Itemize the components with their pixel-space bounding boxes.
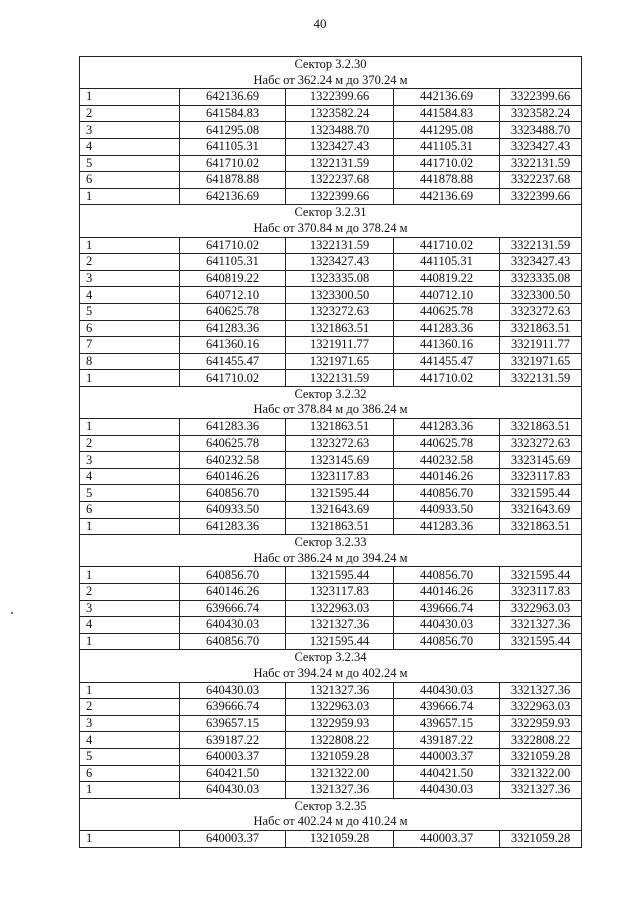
point-number-cell: 2	[80, 105, 180, 122]
coordinate-cell: 3323272.63	[500, 435, 582, 452]
coordinate-cell: 1323117.83	[286, 584, 394, 601]
sector-title: Сектор 3.2.30	[294, 57, 367, 71]
coordinate-cell: 1321595.44	[286, 633, 394, 650]
sector-header-row	[80, 535, 582, 567]
coordinate-cell: 1323427.43	[286, 138, 394, 155]
table-row	[80, 155, 582, 172]
table-row	[80, 303, 582, 320]
coordinate-cell: 3321595.44	[500, 485, 582, 502]
sector-title: Сектор 3.2.35	[294, 798, 367, 813]
sector-title: Сектор 3.2.34	[294, 650, 367, 665]
point-number-cell: 1	[80, 370, 180, 387]
coordinate-cell: 641283.36	[180, 518, 286, 535]
coordinate-cell: 3322399.66	[500, 188, 582, 205]
coordinate-cell: 1321595.44	[286, 567, 394, 584]
point-number-cell: 1	[80, 518, 180, 535]
coordinate-cell: 3322959.93	[500, 715, 582, 732]
table-row	[80, 122, 582, 139]
table-row	[80, 254, 582, 271]
coordinate-cell: 639666.74	[180, 600, 286, 617]
coordinate-cell: 441105.31	[394, 254, 500, 271]
point-number-cell: 5	[80, 485, 180, 502]
coordinate-cell: 440856.70	[394, 633, 500, 650]
sector-header-row	[80, 205, 582, 237]
coordinate-cell: 1321327.36	[286, 782, 394, 799]
sector-height-range: Набс от 386.24 м до 394.24 м	[253, 550, 408, 565]
coordinate-cell: 3321863.51	[500, 518, 582, 535]
coordinate-cell: 440933.50	[394, 502, 500, 519]
coordinate-cell: 1322131.59	[286, 237, 394, 254]
table-row	[80, 485, 582, 502]
point-number-cell: 3	[80, 715, 180, 732]
point-number-cell: 6	[80, 320, 180, 337]
coordinate-cell: 642136.69	[180, 188, 286, 205]
table-row	[80, 237, 582, 254]
coordinate-cell: 440819.22	[394, 270, 500, 287]
coordinate-cell: 440146.26	[394, 468, 500, 485]
coordinate-cell: 440430.03	[394, 782, 500, 799]
sector-height-range: Набс от 378.84 м до 386.24 м	[253, 402, 408, 417]
coordinate-cell: 640232.58	[180, 452, 286, 469]
page-number: 40	[313, 16, 327, 31]
coordinate-cell: 3323145.69	[500, 452, 582, 469]
coordinate-cell: 442136.69	[394, 89, 500, 106]
coordinate-cell: 1323488.70	[286, 122, 394, 139]
coordinate-cell: 440430.03	[394, 617, 500, 634]
coordinate-cell: 440856.70	[394, 567, 500, 584]
table-row	[80, 584, 582, 601]
point-number-cell: 5	[80, 155, 180, 172]
coordinate-cell: 640856.70	[180, 485, 286, 502]
coordinate-cell: 1321643.69	[286, 502, 394, 519]
point-number-cell: 2	[80, 435, 180, 452]
coordinate-cell: 3321863.51	[500, 419, 582, 436]
table-row	[80, 452, 582, 469]
coordinate-cell: 641105.31	[180, 138, 286, 155]
coordinate-cell: 641283.36	[180, 320, 286, 337]
table-row	[80, 748, 582, 765]
coordinate-cell: 1322131.59	[286, 155, 394, 172]
coordinate-cell: 3321322.00	[500, 765, 582, 782]
table-row	[80, 320, 582, 337]
coordinate-cell: 640712.10	[180, 287, 286, 304]
coordinate-cell: 3323272.63	[500, 303, 582, 320]
coordinate-cell: 1321059.28	[286, 830, 394, 847]
point-number-cell: 8	[80, 353, 180, 370]
coordinate-cell: 639657.15	[180, 715, 286, 732]
point-number-cell: 3	[80, 270, 180, 287]
coordinate-cell: 1323272.63	[286, 435, 394, 452]
coordinate-cell: 441283.36	[394, 320, 500, 337]
coordinate-cell: 3321643.69	[500, 502, 582, 519]
point-number-cell: 3	[80, 122, 180, 139]
coordinate-cell: 441105.31	[394, 138, 500, 155]
coordinate-cell: 442136.69	[394, 188, 500, 205]
table-row	[80, 287, 582, 304]
sector-header	[80, 57, 582, 89]
table-row	[80, 715, 582, 732]
coordinate-cell: 641710.02	[180, 237, 286, 254]
coordinate-cell: 3321327.36	[500, 782, 582, 799]
sector-height-range: Набс от 370.84 м до 378.24 м	[253, 220, 408, 235]
table-row	[80, 172, 582, 189]
coordinate-cell: 641878.88	[180, 172, 286, 189]
table-row	[80, 782, 582, 799]
coordinate-cell: 1323272.63	[286, 303, 394, 320]
coordinate-cell: 440146.26	[394, 584, 500, 601]
table-row	[80, 682, 582, 699]
coordinate-cell: 640933.50	[180, 502, 286, 519]
coordinate-cell: 641105.31	[180, 254, 286, 271]
coordinates-table	[79, 56, 582, 848]
coordinate-cell: 641710.02	[180, 370, 286, 387]
coordinate-cell: 440430.03	[394, 682, 500, 699]
sector-header	[80, 205, 582, 237]
coordinate-cell: 3323117.83	[500, 468, 582, 485]
coordinate-cell: 640625.78	[180, 435, 286, 452]
point-number-cell: 5	[80, 748, 180, 765]
coordinate-cell: 1322959.93	[286, 715, 394, 732]
coordinate-cell: 1322399.66	[286, 89, 394, 106]
coordinate-cell: 3322131.59	[500, 237, 582, 254]
point-number-cell: 1	[80, 188, 180, 205]
point-number-cell: 1	[80, 830, 180, 847]
coordinate-cell: 1321595.44	[286, 485, 394, 502]
coordinate-cell: 441283.36	[394, 419, 500, 436]
coordinate-cell: 439666.74	[394, 699, 500, 716]
coordinate-cell: 441710.02	[394, 370, 500, 387]
sector-title: Сектор 3.2.31	[294, 205, 367, 220]
coordinate-cell: 1321911.77	[286, 337, 394, 354]
point-number-cell: 1	[80, 419, 180, 436]
coordinate-cell: 1322963.03	[286, 699, 394, 716]
point-number-cell: 2	[80, 584, 180, 601]
coordinate-cell: 3321327.36	[500, 682, 582, 699]
coordinate-cell: 1322399.66	[286, 188, 394, 205]
coordinate-cell: 439657.15	[394, 715, 500, 732]
sector-header-row	[80, 798, 582, 830]
point-number-cell: 1	[80, 237, 180, 254]
point-number-cell: 4	[80, 617, 180, 634]
coordinate-cell: 441710.02	[394, 237, 500, 254]
coordinate-cell: 3323300.50	[500, 287, 582, 304]
table-row	[80, 353, 582, 370]
table-row	[80, 633, 582, 650]
coordinate-cell: 1321059.28	[286, 748, 394, 765]
coordinates-table-container	[79, 56, 582, 848]
point-number-cell: 6	[80, 502, 180, 519]
coordinate-cell: 3323335.08	[500, 270, 582, 287]
point-number-cell: 3	[80, 452, 180, 469]
coordinate-cell: 641283.36	[180, 419, 286, 436]
table-row	[80, 337, 582, 354]
coordinate-cell: 641584.83	[180, 105, 286, 122]
coordinate-cell: 3321327.36	[500, 617, 582, 634]
coordinate-cell: 1321971.65	[286, 353, 394, 370]
coordinate-cell: 3322808.22	[500, 732, 582, 749]
coordinate-cell: 440003.37	[394, 830, 500, 847]
coordinate-cell: 1321322.00	[286, 765, 394, 782]
sector-title: Сектор 3.2.32	[294, 386, 367, 401]
point-number-cell: 6	[80, 765, 180, 782]
coordinate-cell: 640819.22	[180, 270, 286, 287]
point-number-cell: 1	[80, 633, 180, 650]
coordinate-cell: 3323427.43	[500, 138, 582, 155]
coordinate-cell: 641710.02	[180, 155, 286, 172]
table-row	[80, 435, 582, 452]
point-number-cell: 4	[80, 287, 180, 304]
coordinate-cell: 3321971.65	[500, 353, 582, 370]
coordinate-cell: 640625.78	[180, 303, 286, 320]
sector-header-row	[80, 386, 582, 418]
coordinate-cell: 440712.10	[394, 287, 500, 304]
point-number-cell: 1	[80, 682, 180, 699]
coordinate-cell: 3321911.77	[500, 337, 582, 354]
coordinate-cell: 640421.50	[180, 765, 286, 782]
coordinate-cell: 640856.70	[180, 633, 286, 650]
coordinate-cell: 440421.50	[394, 765, 500, 782]
coordinate-cell: 639666.74	[180, 699, 286, 716]
coordinate-cell: 3323488.70	[500, 122, 582, 139]
coordinate-cell: 640430.03	[180, 682, 286, 699]
coordinate-cell: 1321327.36	[286, 617, 394, 634]
coordinates-table-body	[80, 57, 582, 848]
coordinate-cell: 441295.08	[394, 122, 500, 139]
table-row	[80, 567, 582, 584]
coordinate-cell: 439187.22	[394, 732, 500, 749]
coordinate-cell: 1323582.24	[286, 105, 394, 122]
sector-header	[80, 798, 582, 830]
coordinate-cell: 3322131.59	[500, 370, 582, 387]
table-row	[80, 699, 582, 716]
coordinate-cell: 440856.70	[394, 485, 500, 502]
coordinate-cell: 440003.37	[394, 748, 500, 765]
coordinate-cell: 3321595.44	[500, 567, 582, 584]
coordinate-cell: 3322131.59	[500, 155, 582, 172]
table-row	[80, 89, 582, 106]
table-row	[80, 765, 582, 782]
coordinate-cell: 441455.47	[394, 353, 500, 370]
coordinate-cell: 1323427.43	[286, 254, 394, 271]
coordinate-cell: 3322963.03	[500, 699, 582, 716]
table-row	[80, 502, 582, 519]
point-number-cell: 5	[80, 303, 180, 320]
coordinate-cell: 640146.26	[180, 468, 286, 485]
coordinate-cell: 642136.69	[180, 89, 286, 106]
coordinate-cell: 3321059.28	[500, 748, 582, 765]
coordinate-cell: 1322237.68	[286, 172, 394, 189]
table-row	[80, 617, 582, 634]
sector-title: Сектор 3.2.33	[294, 535, 367, 550]
coordinate-cell: 3322399.66	[500, 89, 582, 106]
table-row	[80, 270, 582, 287]
table-row	[80, 138, 582, 155]
table-row	[80, 468, 582, 485]
point-number-cell: 4	[80, 468, 180, 485]
coordinate-cell: 640146.26	[180, 584, 286, 601]
coordinate-cell: 440625.78	[394, 303, 500, 320]
coordinate-cell: 3321059.28	[500, 830, 582, 847]
point-number-cell: 7	[80, 337, 180, 354]
point-number-cell: 1	[80, 782, 180, 799]
coordinate-cell: 3321863.51	[500, 320, 582, 337]
point-number-cell: 4	[80, 138, 180, 155]
sector-height-range: Набс от 362.24 м до 370.24 м	[253, 72, 408, 87]
point-number-cell: 6	[80, 172, 180, 189]
coordinate-cell: 441283.36	[394, 518, 500, 535]
point-number-cell: 2	[80, 254, 180, 271]
sector-header	[80, 535, 582, 567]
coordinate-cell: 3323117.83	[500, 584, 582, 601]
table-row	[80, 732, 582, 749]
coordinate-cell: 3323427.43	[500, 254, 582, 271]
coordinate-cell: 441584.83	[394, 105, 500, 122]
table-row	[80, 419, 582, 436]
coordinate-cell: 3322963.03	[500, 600, 582, 617]
coordinate-cell: 3322237.68	[500, 172, 582, 189]
point-number-cell: 2	[80, 699, 180, 716]
coordinate-cell: 1323335.08	[286, 270, 394, 287]
coordinate-cell: 439666.74	[394, 600, 500, 617]
coordinate-cell: 641455.47	[180, 353, 286, 370]
coordinate-cell: 640430.03	[180, 782, 286, 799]
coordinate-cell: 1321327.36	[286, 682, 394, 699]
point-number-cell: 1	[80, 89, 180, 106]
coordinate-cell: 441710.02	[394, 155, 500, 172]
coordinate-cell: 441360.16	[394, 337, 500, 354]
table-row	[80, 370, 582, 387]
coordinate-cell: 1323117.83	[286, 468, 394, 485]
coordinate-cell: 639187.22	[180, 732, 286, 749]
stray-mark	[11, 612, 13, 614]
coordinate-cell: 641295.08	[180, 122, 286, 139]
coordinate-cell: 1321863.51	[286, 419, 394, 436]
coordinate-cell: 1322963.03	[286, 600, 394, 617]
coordinate-cell: 640003.37	[180, 748, 286, 765]
sector-header-row	[80, 650, 582, 682]
coordinate-cell: 1321863.51	[286, 320, 394, 337]
sector-header	[80, 386, 582, 418]
point-number-cell: 3	[80, 600, 180, 617]
coordinate-cell: 3321595.44	[500, 633, 582, 650]
point-number-cell: 4	[80, 732, 180, 749]
table-row	[80, 830, 582, 847]
sector-header-row	[80, 57, 582, 89]
coordinate-cell: 3323582.24	[500, 105, 582, 122]
point-number-cell: 1	[80, 567, 180, 584]
coordinate-cell: 1322131.59	[286, 370, 394, 387]
coordinate-cell: 1323145.69	[286, 452, 394, 469]
coordinate-cell: 440625.78	[394, 435, 500, 452]
coordinate-cell: 640003.37	[180, 830, 286, 847]
coordinate-cell: 640430.03	[180, 617, 286, 634]
table-row	[80, 188, 582, 205]
coordinate-cell: 1322808.22	[286, 732, 394, 749]
table-row	[80, 518, 582, 535]
coordinate-cell: 441878.88	[394, 172, 500, 189]
coordinate-cell: 1321863.51	[286, 518, 394, 535]
coordinate-cell: 1323300.50	[286, 287, 394, 304]
coordinate-cell: 640856.70	[180, 567, 286, 584]
coordinate-cell: 440232.58	[394, 452, 500, 469]
coordinate-cell: 641360.16	[180, 337, 286, 354]
sector-height-range: Набс от 402.24 м до 410.24 м	[253, 814, 408, 829]
sector-header	[80, 650, 582, 682]
table-row	[80, 105, 582, 122]
sector-height-range: Набс от 394.24 м до 402.24 м	[253, 665, 408, 680]
table-row	[80, 600, 582, 617]
